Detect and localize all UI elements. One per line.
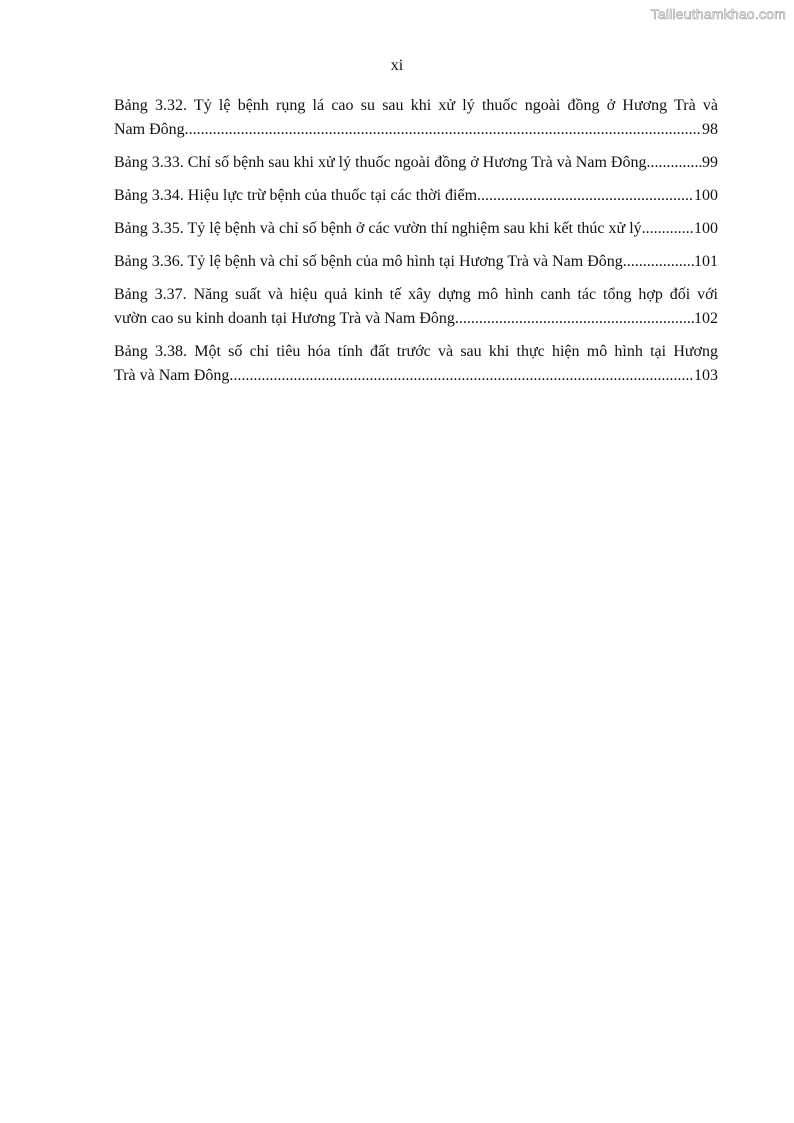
- toc-entry-title: Bảng 3.34. Hiệu lực trừ bệnh của thuốc tại các thời điểm: [114, 187, 478, 204]
- page-number: xi: [390, 57, 404, 74]
- toc-entry-page: 100: [694, 187, 718, 204]
- toc-entry-title: Bảng 3.38. Một số chỉ tiêu hóa tính đất trước và sau khi thực hiện mô hình tại Hương: [114, 343, 718, 360]
- dot-leader: [455, 307, 694, 331]
- table-list: [114, 94, 718, 397]
- toc-entry-title: Bảng 3.33. Chỉ số bệnh sau khi xử lý thuốc ngoài đồng ở Hương Trà và Nam Đông: [114, 154, 647, 171]
- toc-entry-title: Bảng 3.35. Tỷ lệ bệnh và chỉ số bệnh ở các vườn thí nghiệm sau khi kết thúc xử lý: [114, 220, 642, 237]
- toc-entry-3-35[interactable]: [114, 217, 718, 241]
- toc-entry-page: 98: [702, 121, 718, 138]
- dot-leader: [185, 118, 702, 142]
- toc-entry-3-36[interactable]: [114, 250, 718, 274]
- dot-leader: [642, 217, 694, 241]
- watermark-text: Tailieuthamkhao.com: [650, 6, 786, 22]
- toc-entry-page: 102: [694, 310, 718, 327]
- toc-entry-3-38[interactable]: [114, 340, 718, 388]
- toc-entry-3-33[interactable]: [114, 151, 718, 175]
- toc-entry-3-32[interactable]: [114, 94, 718, 142]
- toc-entry-page: 100: [694, 220, 718, 237]
- toc-entry-3-34[interactable]: [114, 184, 718, 208]
- dot-leader: [623, 250, 694, 274]
- dot-leader: [229, 364, 694, 388]
- toc-entry-title-continued: vườn cao su kinh doanh tại Hương Trà và Nam Đông: [114, 310, 455, 327]
- dot-leader: [477, 184, 694, 208]
- toc-entry-title: Bảng 3.37. Năng suất và hiệu quả kinh tế xây dựng mô hình canh tác tổng hợp đối với: [114, 286, 718, 303]
- toc-entry-title: Bảng 3.36. Tỷ lệ bệnh và chỉ số bệnh của mô hình tại Hương Trà và Nam Đông: [114, 253, 623, 270]
- toc-entry-3-37[interactable]: [114, 283, 718, 331]
- toc-entry-title: Bảng 3.32. Tỷ lệ bệnh rụng lá cao su sau khi xử lý thuốc ngoài đồng ở Hương Trà và: [114, 97, 718, 114]
- toc-entry-title-continued: Nam Đông: [114, 121, 185, 138]
- toc-entry-page: 99: [702, 154, 718, 171]
- toc-entry-page: 103: [694, 367, 718, 384]
- toc-entry-title-continued: Trà và Nam Đông: [114, 367, 230, 384]
- dot-leader: [646, 151, 702, 175]
- toc-entry-page: 101: [694, 253, 718, 270]
